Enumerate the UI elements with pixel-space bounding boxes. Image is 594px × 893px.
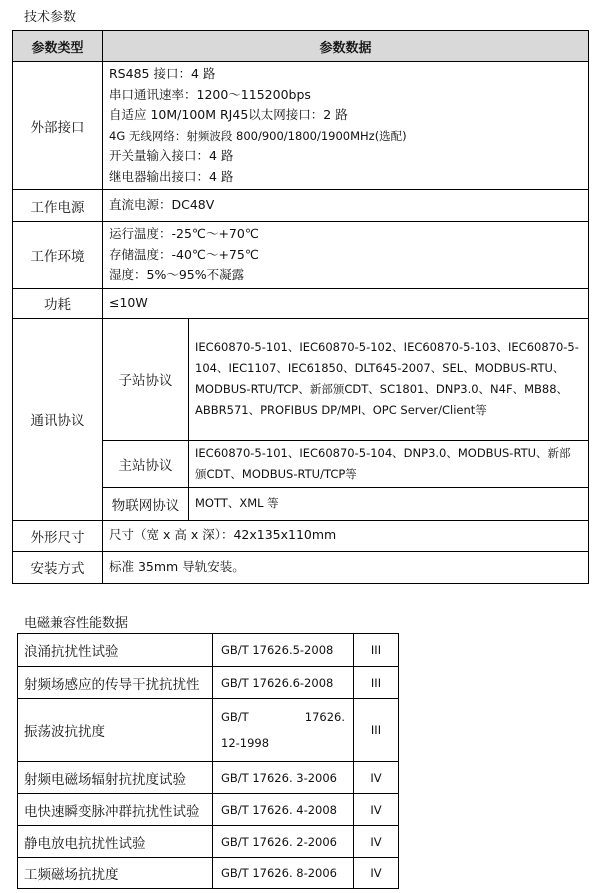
emc-row [18,826,399,858]
sub-label-master: 主站协议 [103,440,189,487]
spec-row-env [13,222,589,289]
emc-standard: GB/T 17626. 3-2006 [213,762,354,794]
row-value-external [103,62,589,190]
row-value-power: 直流电源：DC48V [103,190,589,222]
external-line: 自适应 10M/100M RJ45以太网接口：2 路 [109,107,348,122]
header-param-type: 参数类型 [13,31,103,62]
row-value-consumption: ≤10W [103,288,589,318]
emc-standard-part: 12-1998 [221,736,270,750]
section-title-tech-params: 技术参数 [24,10,77,25]
sub-label-slave: 子站协议 [103,318,189,440]
emc-level: III [354,667,399,699]
emc-row [18,794,399,826]
row-label-install: 安装方式 [13,551,103,583]
emc-row [18,634,399,667]
sub-value-slave: IEC60870-5-101、IEC60870-5-102、IEC60870-5-103、IEC60870-5-104、IEC1107、IEC61850、DLT645-2007、SEL、MODBUS-RTU、MODBUS-RTU/TCP、新部颁CDT、SC1801、DNP3.0、N4F、MB88、ABBR571、PROFIBUS DP/MPI、OPC Server/Client等 [189,318,589,440]
external-line: 串口通讯速率：1200～115200bps [109,86,311,102]
emc-standard: GB/T 17626. 8-2006 [213,858,354,889]
emc-standard: GB/T 17626. 4-2008 [213,794,354,826]
external-line: 开关量输入接口：4 路 [109,148,234,163]
spec-row-comm-slave [13,318,589,440]
emc-standard: GB/T 17626.6-2008 [213,667,354,699]
emc-test-name: 振荡波抗扰度 [18,699,213,762]
row-label-comm: 通讯协议 [13,318,103,520]
emc-test-name: 浪涌抗扰性试验 [18,634,213,667]
emc-test-name: 射频电磁场辐射抗扰度试验 [18,762,213,794]
emc-standard-part: GB/T [221,710,249,724]
emc-level: IV [354,858,399,889]
emc-level: IV [354,794,399,826]
emc-table [17,633,399,889]
emc-test-name: 射频场感应的传导干扰抗扰性 [18,667,213,699]
row-label-consumption: 功耗 [13,288,103,318]
emc-standard: GB/T 17626.5-2008 [213,634,354,667]
emc-level: III [354,634,399,667]
external-line: 4G 无线网络：射频波段 800/900/1800/1900MHz(选配) [109,128,407,143]
spec-row-size [13,520,589,551]
emc-row [18,699,399,762]
row-label-power: 工作电源 [13,190,103,222]
sub-value-iot: MOTT、XML 等 [189,487,589,520]
row-value-env [103,222,589,289]
emc-row [18,858,399,889]
spec-table [12,30,589,584]
row-value-install: 标准 35mm 导轨安装。 [103,551,589,583]
section-title-emc: 电磁兼容性能数据 [24,616,129,631]
row-value-size: 尺寸（宽 x 高 x 深）：42x135x110mm [103,520,589,551]
emc-row [18,667,399,699]
env-line: 湿度：5%～95%不凝露 [109,267,245,282]
env-line: 存储温度：-40℃～+75℃ [109,246,259,262]
emc-test-name: 工频磁场抗扰度 [18,858,213,889]
spec-row-consumption [13,288,589,318]
spec-header-row [13,31,589,62]
sub-label-iot: 物联网协议 [103,487,189,520]
row-label-external: 外部接口 [13,62,103,190]
emc-standard [213,699,354,762]
external-line: RS485 接口：4 路 [109,66,216,81]
emc-level: IV [354,826,399,858]
emc-level: IV [354,762,399,794]
env-line: 运行温度：-25℃～+70℃ [109,226,259,241]
row-label-env: 工作环境 [13,222,103,289]
emc-level: III [354,699,399,762]
sub-value-master: IEC60870-5-101、IEC60870-5-104、DNP3.0、MODBUS-RTU、新部颁CDT、MODBUS-RTU/TCP等 [189,440,589,487]
emc-row [18,762,399,794]
spec-row-power [13,190,589,222]
header-param-data: 参数数据 [103,31,589,62]
row-label-size: 外形尺寸 [13,520,103,551]
emc-test-name: 电快速瞬变脉冲群抗扰性试验 [18,794,213,826]
spec-row-external [13,62,589,190]
emc-standard-part: 17626. [304,710,345,724]
external-line: 继电器输出接口：4 路 [109,168,234,184]
emc-standard: GB/T 17626. 2-2006 [213,826,354,858]
emc-test-name: 静电放电抗扰性试验 [18,826,213,858]
spec-row-install [13,551,589,583]
